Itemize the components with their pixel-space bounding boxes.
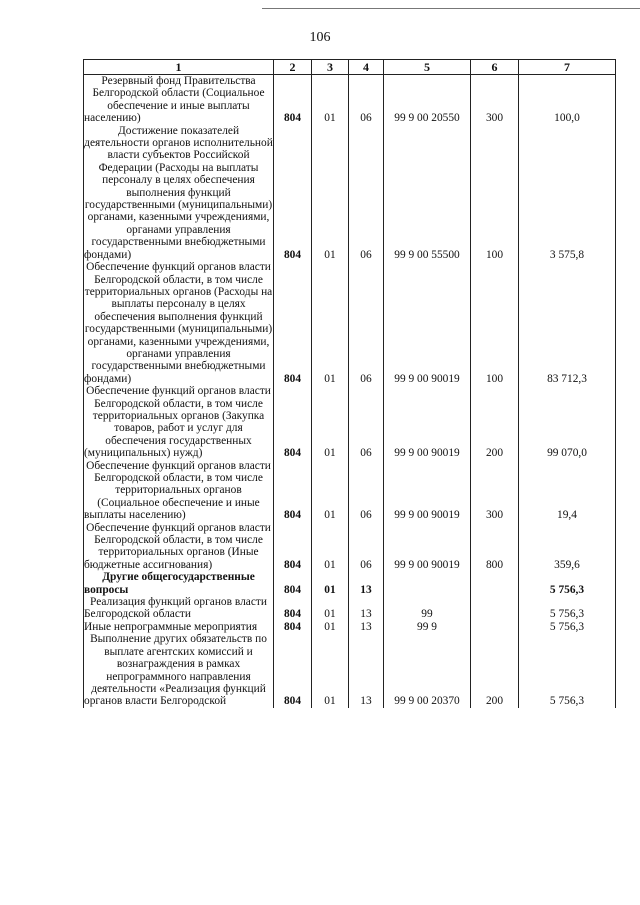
row-subsection-code: 06 (349, 261, 384, 385)
row-section-code: 01 (312, 385, 349, 459)
row-amount: 5 756,3 (519, 621, 616, 633)
table-row (84, 633, 616, 707)
row-expense-type: 800 (471, 522, 519, 572)
column-header: 2 (274, 60, 312, 75)
row-expense-type (471, 621, 519, 633)
row-description: Другие общегосударственные вопросы (84, 571, 274, 596)
row-section-code: 01 (312, 596, 349, 621)
row-description: Иные непрограммные мероприятия (84, 621, 274, 633)
row-ministry-code: 804 (274, 385, 312, 459)
row-section-code: 01 (312, 621, 349, 633)
column-header: 3 (312, 60, 349, 75)
table-row (84, 385, 616, 459)
row-subsection-code: 13 (349, 621, 384, 633)
table-row (84, 261, 616, 385)
column-header: 5 (384, 60, 471, 75)
table-row (84, 522, 616, 572)
row-amount: 359,6 (519, 522, 616, 572)
row-subsection-code: 06 (349, 385, 384, 459)
row-ministry-code: 804 (274, 261, 312, 385)
row-ministry-code: 804 (274, 460, 312, 522)
table-row (84, 75, 616, 125)
row-description: Достижение показателей деятельности органов исполнительной власти субъектов Российской Федерации (Расходы на выплаты персоналу в целях обеспечения выполнения функций государственными (муниципальными) органами, казенными учреждениями, органами управления государственными внебюджетными фондами) (84, 124, 273, 261)
row-expense-type: 300 (471, 75, 519, 125)
row-section-code: 01 (312, 460, 349, 522)
row-subsection-code: 06 (349, 460, 384, 522)
table-row (84, 125, 616, 261)
row-section-code: 01 (312, 125, 349, 261)
row-section-code: 01 (312, 571, 349, 596)
row-section-code: 01 (312, 633, 349, 707)
top-rule (262, 8, 640, 9)
column-header: 6 (471, 60, 519, 75)
row-amount: 3 575,8 (519, 125, 616, 261)
row-expense-type (471, 596, 519, 621)
row-target-article: 99 9 00 90019 (384, 460, 471, 522)
row-ministry-code: 804 (274, 522, 312, 572)
row-ministry-code: 804 (274, 75, 312, 125)
row-expense-type: 200 (471, 633, 519, 707)
row-target-article: 99 (384, 596, 471, 621)
row-amount: 100,0 (519, 75, 616, 125)
table-header-row (84, 60, 616, 75)
row-subsection-code: 13 (349, 633, 384, 707)
row-target-article: 99 9 00 20370 (384, 633, 471, 707)
row-expense-type: 300 (471, 460, 519, 522)
row-ministry-code: 804 (274, 571, 312, 596)
column-header: 4 (349, 60, 384, 75)
row-amount: 19,4 (519, 460, 616, 522)
table-row (84, 596, 616, 621)
row-description: Выполнение других обязательств по выплате агентских комиссий и вознаграждения в рамках непрограммного направления деятельности «Реализация функций органов власти Белгородской (84, 633, 274, 707)
row-section-code: 01 (312, 75, 349, 125)
row-ministry-code: 804 (274, 596, 312, 621)
row-description: Реализация функций органов власти Белгородской области (84, 596, 274, 621)
table-body (84, 75, 616, 708)
table-row (84, 460, 616, 522)
row-ministry-code: 804 (274, 125, 312, 261)
row-subsection-code: 13 (349, 571, 384, 596)
row-subsection-code: 06 (349, 522, 384, 572)
row-description: Обеспечение функций органов власти Белгородской области, в том числе территориальных органов (Иные бюджетные ассигнования) (84, 522, 274, 572)
row-section-code: 01 (312, 522, 349, 572)
page-number: 106 (309, 30, 331, 45)
row-description: Резервный фонд Правительства Белгородской области (Социальное обеспечение и иные выплаты населению) (84, 75, 274, 125)
row-target-article: 99 9 00 20550 (384, 75, 471, 125)
row-expense-type: 200 (471, 385, 519, 459)
row-section-code: 01 (312, 261, 349, 385)
table-row (84, 571, 616, 596)
row-description: Обеспечение функций органов власти Белгородской области, в том числе территориальных органов (Закупка товаров, работ и услуг для обеспечения государственных (муниципальных) нужд) (84, 385, 274, 459)
row-ministry-code: 804 (274, 633, 312, 707)
row-amount: 99 070,0 (519, 385, 616, 459)
row-expense-type: 100 (471, 261, 519, 385)
row-target-article: 99 9 00 90019 (384, 522, 471, 572)
row-description: Обеспечение функций органов власти Белгородской области, в том числе территориальных органов (Расходы на выплаты персоналу в целях обеспечения выполнения функций государственными (муниципальными) органами, казенными учреждениями, органами управления государственными внебюджетными фондами) (84, 261, 273, 385)
row-subsection-code: 06 (349, 125, 384, 261)
row-subsection-code: 13 (349, 596, 384, 621)
row-expense-type: 100 (471, 125, 519, 261)
table-row (84, 621, 616, 633)
row-amount: 5 756,3 (519, 596, 616, 621)
row-target-article: 99 9 00 90019 (384, 385, 471, 459)
row-target-article: 99 9 00 55500 (384, 125, 471, 261)
row-expense-type (471, 571, 519, 596)
row-amount: 83 712,3 (519, 261, 616, 385)
column-header: 1 (84, 60, 274, 75)
row-target-article: 99 9 00 90019 (384, 261, 471, 385)
budget-table (83, 59, 616, 708)
row-subsection-code: 06 (349, 75, 384, 125)
column-header: 7 (519, 60, 616, 75)
row-target-article (384, 571, 471, 596)
row-description: Обеспечение функций органов власти Белгородской области, в том числе территориальных органов (Социальное обеспечение и иные выплаты населению) (84, 460, 274, 522)
row-ministry-code: 804 (274, 621, 312, 633)
row-amount: 5 756,3 (519, 571, 616, 596)
row-target-article: 99 9 (384, 621, 471, 633)
row-amount: 5 756,3 (519, 633, 616, 707)
